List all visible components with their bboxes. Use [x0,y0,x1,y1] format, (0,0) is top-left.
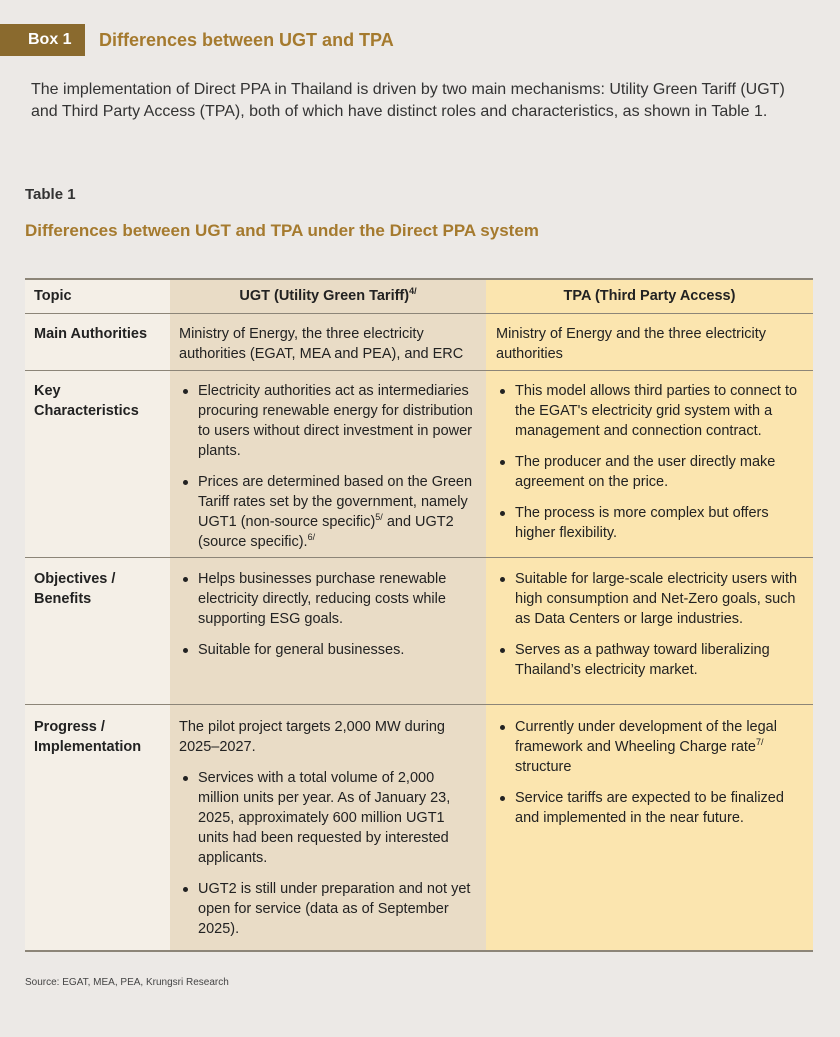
table-top-rule [25,278,813,280]
table-bottom-rule [25,950,813,952]
footnote-ref: 4/ [409,286,417,297]
row-topic-objectives: Objectives / Benefits [34,571,116,607]
row-divider [25,557,813,558]
header-ugt: UGT (Utility Green Tariff)$^{4/}$ [239,286,417,304]
list-item: Electricity authorities act as intermediaries procuring renewable energy for distribution to users without direct investment in power plants. [179,381,479,461]
topic-column-bg [25,278,170,952]
list-item: Helps businesses purchase renewable electricity directly, reducing costs while supporting ESG goals. [179,569,479,629]
ugt-progress [179,717,479,939]
intro-paragraph: The implementation of Direct PPA in Thailand is driven by two main mechanisms: Utility Green Tariff (UGT) and Third Party Access (TPA), both of which have distinct roles and characteristics, as shown in Table 1. [31,81,785,120]
tpa-characteristics [496,381,806,543]
footnote-ref: 5/ [375,512,383,523]
box-header [0,24,394,56]
ugt-objectives [179,569,479,660]
list-item: Service tariffs are expected to be finalized and implemented in the near future. [496,788,806,828]
footnote-ref: 6/ [307,532,316,543]
list-item: Serves as a pathway toward liberalizing Thailand’s electricity market. [496,640,806,680]
table-label: Table 1 [25,186,76,203]
table-title: Differences between UGT and TPA under the Direct PPA system [25,221,539,240]
row-topic-progress: Progress / Implementation [34,719,142,755]
list-item: UGT2 is still under preparation and not yet open for service (data as of September 2025). [179,879,479,939]
tpa-progress [496,717,806,828]
list-item: Suitable for large-scale electricity users with high consumption and Net-Zero goals, such as Data Centers or large industries. [496,569,806,629]
header-topic: Topic [34,288,72,304]
source-note: Source: EGAT, MEA, PEA, Krungsri Research [25,977,229,988]
row-divider [25,704,813,705]
ugt-characteristics [179,381,479,552]
footnote-ref: 7/ [755,737,764,748]
header-tpa: TPA (Third Party Access) [563,288,736,304]
tpa-authorities: Ministry of Energy and the three electricity authorities [496,326,766,362]
list-item: Currently under development of the legal framework and Wheeling Charge rate$^{7/}$ structure [496,717,806,777]
list-item: The process is more complex but offers higher flexibility. [496,503,806,543]
ugt-progress-intro: The pilot project targets 2,000 MW during 2025–2027. [179,719,445,755]
row-topic-authorities: Main Authorities [34,326,148,342]
list-item: Suitable for general businesses. [179,640,479,660]
list-item: This model allows third parties to connect to the EGAT's electricity grid system with a management and connection contract. [496,381,806,441]
row-divider [25,313,813,314]
comparison-table [25,278,813,952]
box-tag: Box 1 [0,24,85,56]
list-item: Services with a total volume of 2,000 million units per year. As of January 23, 2025, approximately 600 million UGT1 units had been requested by interested applicants. [179,768,479,868]
list-item: Prices are determined based on the Green Tariff rates set by the government, namely UGT1 (non-source specific)$^{5/}$ and UGT2 (source specific).$^{6/}$ [179,472,479,552]
ugt-authorities: Ministry of Energy, the three electricity authorities (EGAT, MEA and PEA), and ERC [179,326,464,362]
tpa-objectives [496,569,806,680]
row-divider [25,370,813,371]
list-item: The producer and the user directly make agreement on the price. [496,452,806,492]
box-title: Differences between UGT and TPA [99,29,394,50]
row-topic-characteristics: Key Characteristics [34,383,139,419]
